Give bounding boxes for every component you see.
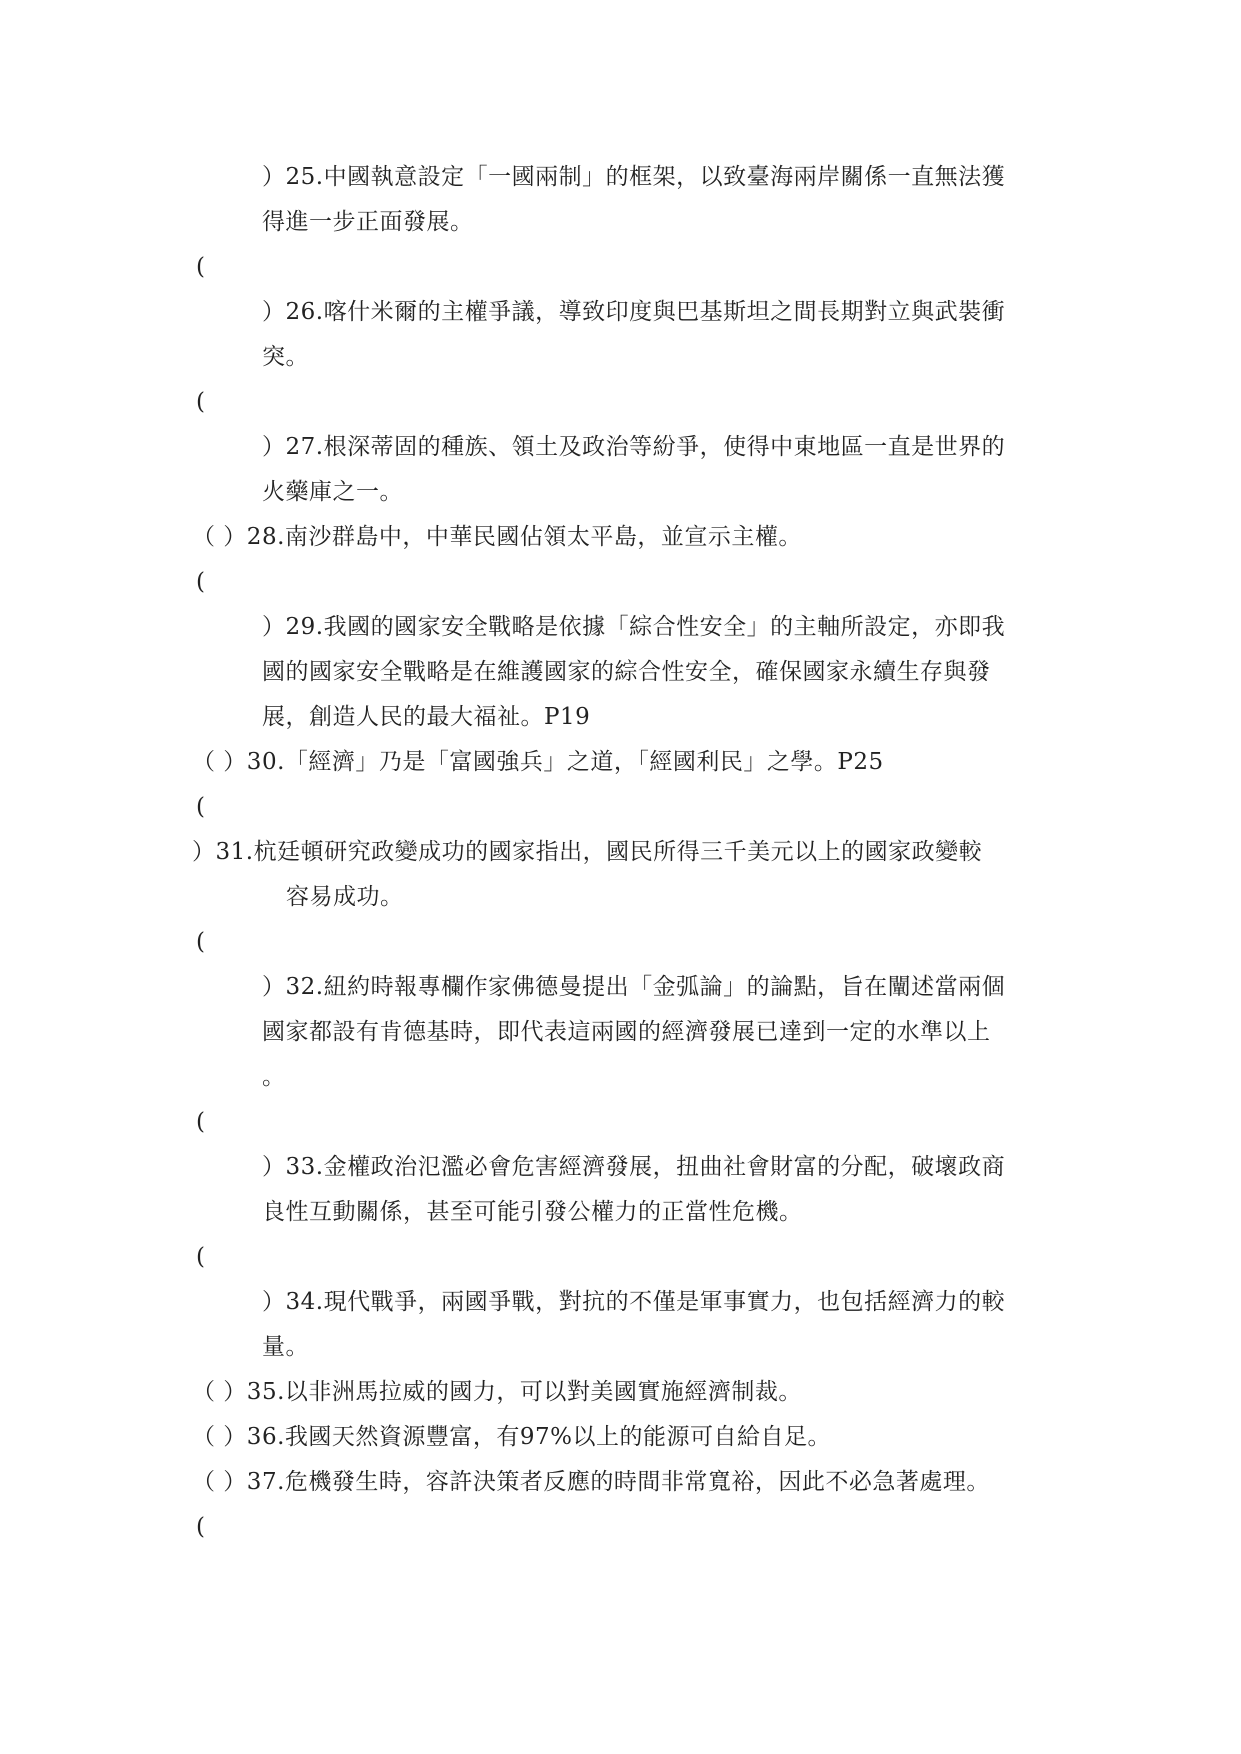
item-27-line-2: 火藥庫之一。 xyxy=(262,479,403,505)
item-34-line-1: ）34.現代戰爭，兩國爭戰，對抗的不僅是軍事實力，也包括經濟力的較 xyxy=(262,1289,1006,1315)
item-34-line-2: 量。 xyxy=(262,1334,309,1360)
item-32-line-3: 。 xyxy=(262,1064,286,1090)
item-31-open-paren: ( xyxy=(196,794,205,820)
item-27-open-paren: ( xyxy=(196,389,205,415)
item-25-line-1: ）25.中國執意設定「一國兩制」的框架，以致臺海兩岸關係一直無法獲 xyxy=(262,164,1006,190)
item-25-line-2: 得進一步正面發展。 xyxy=(262,209,474,235)
item-26-open-paren: ( xyxy=(196,254,205,280)
item-29-line-1: ）29.我國的國家安全戰略是依據「綜合性安全」的主軸所設定，亦即我 xyxy=(262,614,1006,640)
item-32-line-2: 國家都設有肯德基時，即代表這兩國的經濟發展已達到一定的水準以上 xyxy=(262,1019,991,1045)
item-30-line-1: （ ）30.「經濟」乃是「富國強兵」之道，「經國利民」之學。P25 xyxy=(192,749,884,775)
item-35-line-1: （ ）35.以非洲馬拉威的國力，可以對美國實施經濟制裁。 xyxy=(192,1379,802,1405)
item-27-line-1: ）27.根深蒂固的種族、領土及政治等紛爭，使得中東地區一直是世界的 xyxy=(262,434,1006,460)
item-26-line-1: ）26.喀什米爾的主權爭議，導致印度與巴基斯坦之間長期對立與武裝衝 xyxy=(262,299,1006,325)
item-38-open-paren: ( xyxy=(196,1514,205,1540)
item-33-line-1: ）33.金權政治氾濫必會危害經濟發展，扭曲社會財富的分配，破壞政商 xyxy=(262,1154,1006,1180)
item-29-line-2: 國的國家安全戰略是在維護國家的綜合性安全，確保國家永續生存與發 xyxy=(262,659,991,685)
item-33-open-paren: ( xyxy=(196,1109,205,1135)
item-36-line-1: （ ）36.我國天然資源豐富，有97%以上的能源可自給自足。 xyxy=(192,1424,832,1450)
item-33-line-2: 良性互動關係，甚至可能引發公權力的正當性危機。 xyxy=(262,1199,803,1225)
item-32-open-paren: ( xyxy=(196,929,205,955)
item-32-line-1: ）32.紐約時報專欄作家佛德曼提出「金弧論」的論點，旨在闡述當兩個 xyxy=(262,974,1006,1000)
item-28-line-1: （ ）28.南沙群島中，中華民國佔領太平島，並宣示主權。 xyxy=(192,524,802,550)
item-26-line-2: 突。 xyxy=(262,344,309,370)
item-37-line-1: （ ）37.危機發生時，容許決策者反應的時間非常寬裕，因此不必急著處理。 xyxy=(192,1469,990,1495)
item-34-open-paren: ( xyxy=(196,1244,205,1270)
item-29-open-paren: ( xyxy=(196,569,205,595)
item-31-line-1: ）31.杭廷頓研究政變成功的國家指出，國民所得三千美元以上的國家政變較 xyxy=(192,839,983,865)
item-29-line-3: 展，創造人民的最大福祉。P19 xyxy=(262,704,591,730)
item-31-line-2: 容易成功。 xyxy=(286,884,404,910)
